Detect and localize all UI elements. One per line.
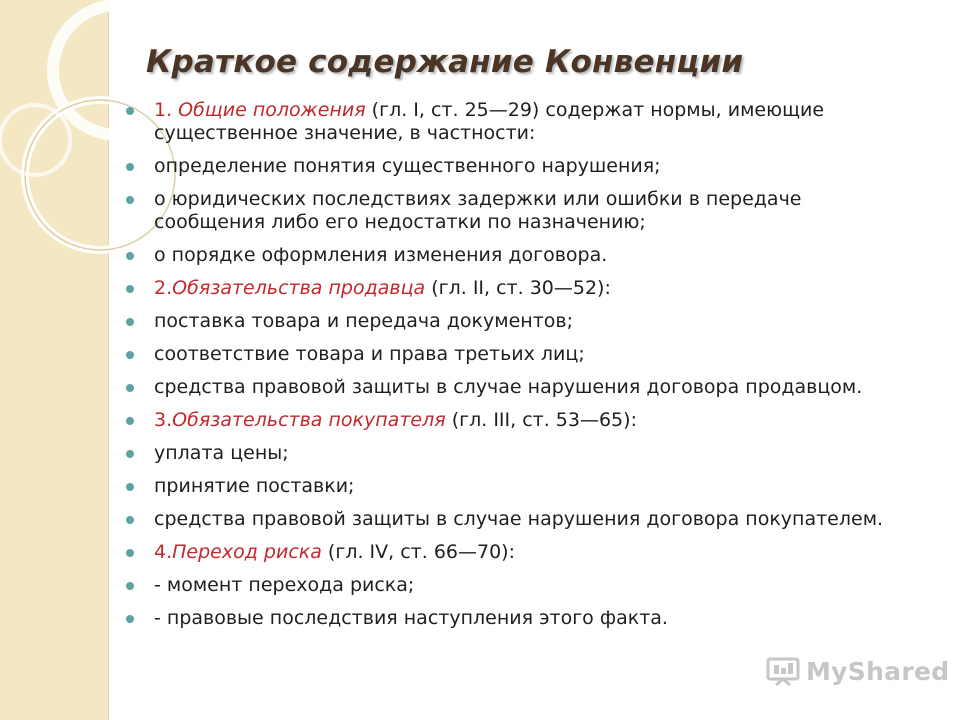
section-title: Переход риска <box>172 541 322 563</box>
list-item <box>126 475 916 498</box>
watermark-text: MyShared <box>806 656 950 686</box>
bullet-icon <box>126 107 134 115</box>
list-item <box>126 244 916 267</box>
list-item-text: средства правовой защиты в случае нарушения договора покупателем. <box>154 508 884 530</box>
list-item-text: поставка товара и передача документов; <box>154 310 573 332</box>
bullet-list <box>126 99 916 640</box>
bullet-icon <box>126 450 134 458</box>
bullet-icon <box>126 384 134 392</box>
list-item-text: соответствие товара и права третьих лиц; <box>154 343 585 365</box>
section-title: Общие положения <box>178 99 366 121</box>
list-item <box>126 508 916 531</box>
watermark <box>766 656 949 686</box>
list-item-text: - правовые последствия наступления этого факта. <box>154 607 668 629</box>
bullet-icon <box>126 196 134 204</box>
section-heading-item <box>126 277 916 300</box>
list-item-text: средства правовой защиты в случае нарушения договора продавцом. <box>154 376 863 398</box>
slide-title: Краткое содержание Конвенции <box>146 44 744 80</box>
section-title: Обязательства покупателя <box>172 409 446 431</box>
list-item-text: определение понятия существенного нарушения; <box>154 155 661 177</box>
list-item <box>126 442 916 465</box>
list-item <box>126 574 916 597</box>
bullet-icon <box>126 252 134 260</box>
bullet-icon <box>126 549 134 557</box>
bullet-icon <box>126 615 134 623</box>
section-title: Обязательства продавца <box>172 277 426 299</box>
section-number: 2. <box>154 277 173 299</box>
section-number: 3. <box>154 409 173 431</box>
section-reference: (гл. III, ст. 53—65): <box>445 409 637 431</box>
bullet-icon <box>126 582 134 590</box>
bullet-icon <box>126 318 134 326</box>
bullet-icon <box>126 417 134 425</box>
section-heading-item <box>126 99 916 145</box>
list-item-text: о юридических последствиях задержки или ошибки в передаче сообщения либо его недостатки по назначению; <box>154 188 802 233</box>
section-reference: (гл. I, ст. 25—29) содержат нормы, имеющие существенное значение, в частности: <box>154 99 825 144</box>
list-item <box>126 607 916 630</box>
list-item <box>126 310 916 333</box>
section-heading-item <box>126 409 916 432</box>
list-item-text: - момент перехода риска; <box>154 574 415 596</box>
bullet-icon <box>126 351 134 359</box>
list-item-text: принятие поставки; <box>154 475 355 497</box>
left-decorative-panel <box>0 0 109 720</box>
list-item-text: о порядке оформления изменения договора. <box>154 244 608 266</box>
bullet-icon <box>126 285 134 293</box>
list-item-text: уплата цены; <box>154 442 289 464</box>
section-reference: (гл. IV, ст. 66—70): <box>321 541 515 563</box>
list-item <box>126 155 916 178</box>
bullet-icon <box>126 516 134 524</box>
section-heading-item <box>126 541 916 564</box>
bullet-icon <box>126 483 134 491</box>
presentation-board-icon <box>766 656 800 686</box>
section-reference: (гл. II, ст. 30—52): <box>425 277 611 299</box>
list-item <box>126 188 916 234</box>
list-item <box>126 376 916 399</box>
bullet-icon <box>126 163 134 171</box>
section-number: 1. <box>154 99 179 121</box>
list-item <box>126 343 916 366</box>
section-number: 4. <box>154 541 173 563</box>
